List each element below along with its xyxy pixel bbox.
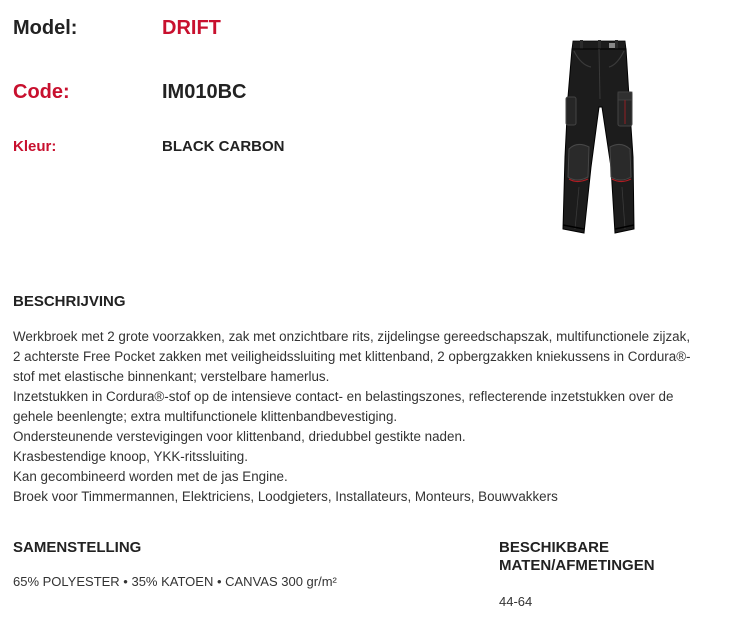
description-text — [13, 327, 748, 507]
description-heading: BESCHRIJVING — [13, 293, 126, 310]
description-line: Ondersteunende verstevigingen voor klittenband, driedubbel gestikte naden. — [13, 429, 466, 444]
work-trousers-image — [555, 37, 645, 237]
description-line: Krasbestendige knoop, YKK-ritssluiting. — [13, 449, 248, 464]
sizes-value: 44-64 — [499, 594, 533, 609]
description-line: 2 achterste Free Pocket zakken met veiligheidssluiting met klittenband, 2 opbergzakken kniekussens in Cordura®- — [13, 349, 691, 364]
description-line: stof met elastische binnenkant; verstelbare hamerlus. — [13, 369, 330, 384]
description-line: Broek voor Timmermannen, Elektriciens, Loodgieters, Installateurs, Monteurs, Bouwvakkers — [13, 489, 558, 504]
code-label: Code: — [13, 81, 70, 103]
model-label: Model: — [13, 17, 78, 39]
color-value: BLACK CARBON — [162, 138, 285, 155]
sizes-heading-line1: BESCHIKBARE — [499, 539, 610, 556]
sizes-heading-line2: MATEN/AFMETINGEN — [499, 557, 655, 574]
description-line: Kan gecombineerd worden met de jas Engine. — [13, 469, 288, 484]
description-line: Werkbroek met 2 grote voorzakken, zak met onzichtbare rits, zijdelingse gereedschapszak, multifunctionele zijzak, — [13, 329, 691, 344]
composition-value: 65% POLYESTER • 35% KATOEN • CANVAS 300 gr/m² — [13, 574, 337, 589]
composition-heading: SAMENSTELLING — [13, 539, 142, 556]
model-value: DRIFT — [162, 17, 221, 39]
code-value: IM010BC — [162, 81, 247, 103]
color-label: Kleur: — [13, 138, 57, 155]
description-line: gehele beenlengte; extra multifunctionele klittenbandbevestiging. — [13, 409, 398, 424]
description-line: Inzetstukken in Cordura®-stof op de intensieve contact- en belastingszones, reflecterende inzetstukken over de — [13, 389, 674, 404]
trousers-icon — [555, 37, 645, 237]
